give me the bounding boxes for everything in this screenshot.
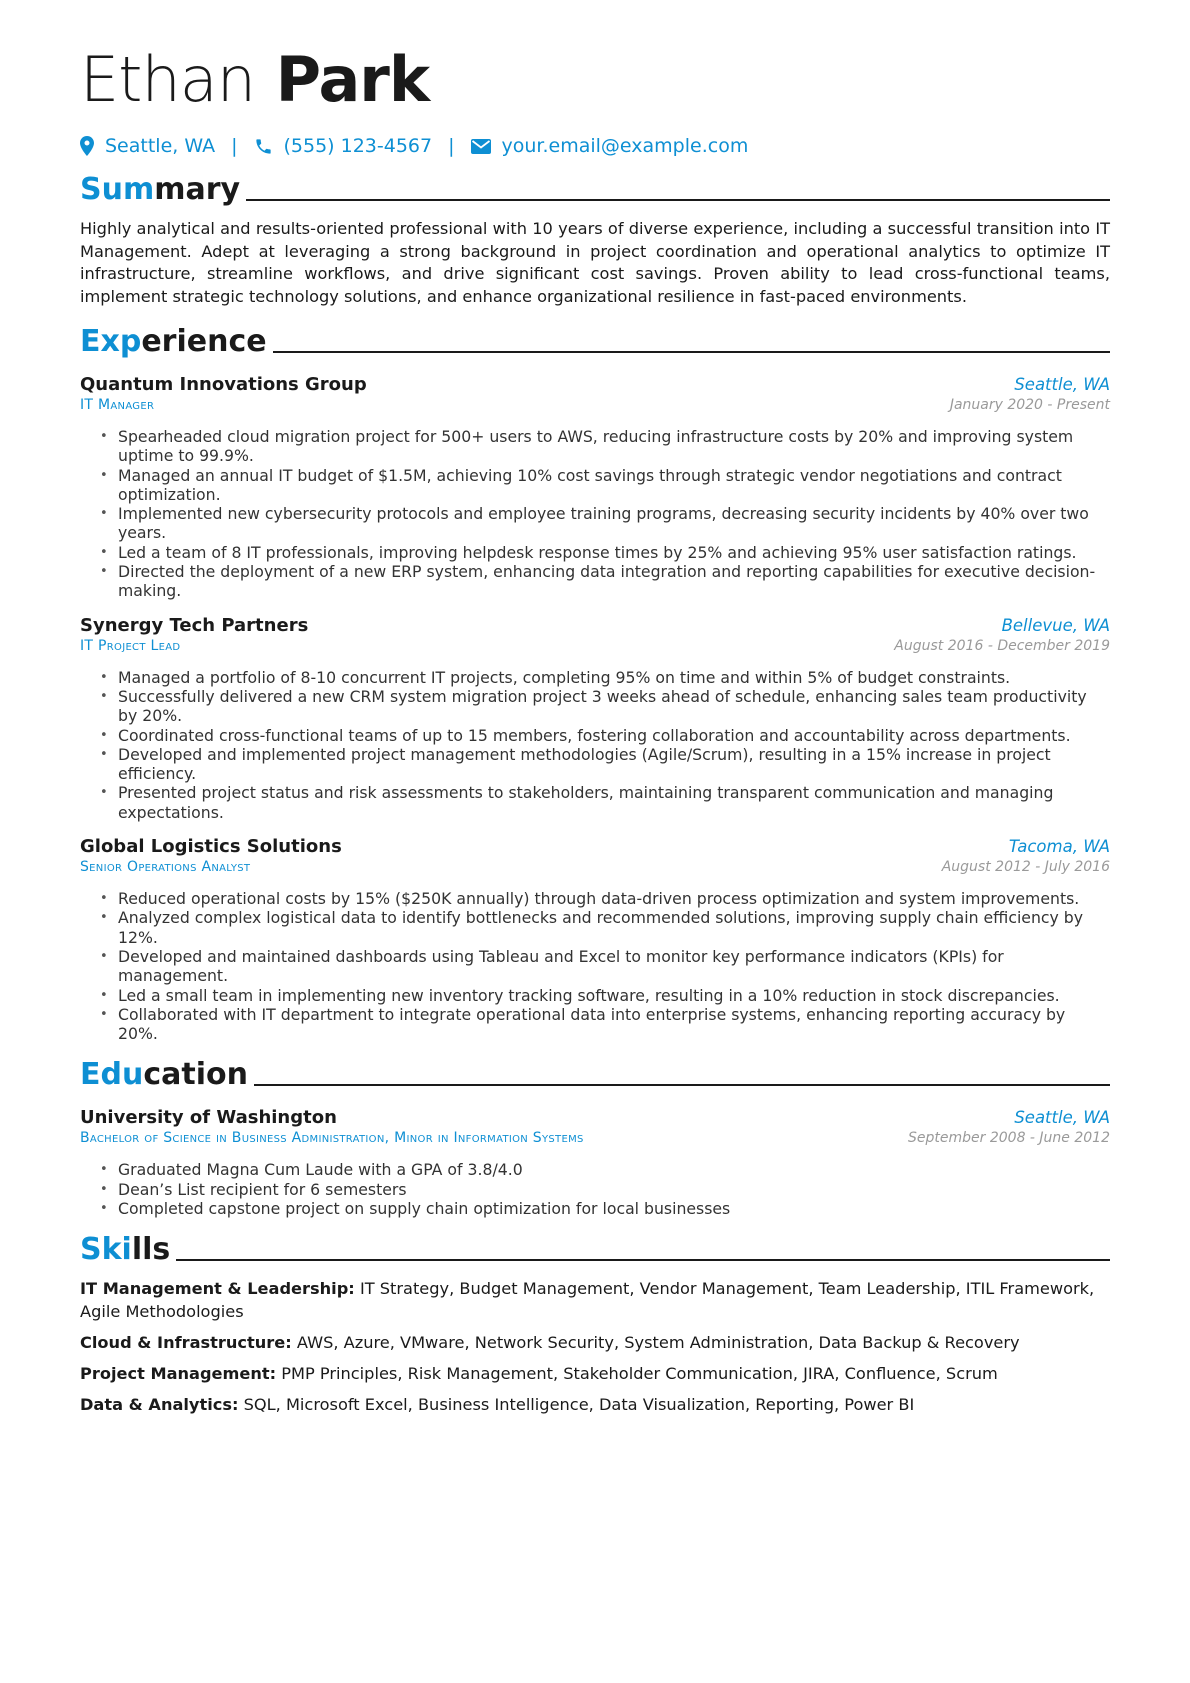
skill-values: PMP Principles, Risk Management, Stakeholder Communication, JIRA, Confluence, Scrum	[281, 1363, 998, 1383]
title-accent: Edu	[80, 1057, 144, 1093]
role-title: IT Manager	[80, 397, 155, 413]
bullet-list	[80, 668, 1110, 822]
date-range: September 2008 - June 2012	[908, 1130, 1110, 1147]
contact-email[interactable]	[471, 135, 749, 157]
contact-phone[interactable]	[254, 135, 433, 157]
bullet-item: • Developed and maintained dashboards using Tableau and Excel to monitor key performance indicators (KPIs) for management.	[100, 947, 1110, 986]
bullet-item: • Dean’s List recipient for 6 semesters	[100, 1180, 1110, 1199]
email-text: your.email@example.com	[501, 135, 749, 157]
organization-name: University of Washington	[80, 1107, 337, 1129]
skill-row	[80, 1394, 1110, 1417]
skill-category: Project Management:	[80, 1363, 277, 1383]
organization-name: Synergy Tech Partners	[80, 614, 309, 636]
bullet-item: • Led a small team in implementing new inventory tracking software, resulting in a 10% reduction in stock discrepancies.	[100, 986, 1110, 1005]
entry-subheader-row	[80, 1128, 1110, 1146]
experience-entry	[80, 374, 1110, 601]
title-rest: lls	[131, 1232, 171, 1268]
entry-subheader-row	[80, 395, 1110, 413]
bullet-item: • Managed an annual IT budget of $1.5M, achieving 10% cost savings through strategic vendor negotiations and contract optimization.	[100, 466, 1110, 505]
section-title	[80, 1232, 176, 1268]
skill-category: Cloud & Infrastructure:	[80, 1332, 292, 1352]
bullet-item: • Implemented new cybersecurity protocols and employee training programs, decreasing security incidents by 40% over two years.	[100, 504, 1110, 543]
education-heading	[80, 1053, 1110, 1093]
bullet-item: • Directed the deployment of a new ERP system, enhancing data integration and reporting capabilities for executive decision-making.	[100, 562, 1110, 601]
bullet-item: • Collaborated with IT department to integrate operational data into enterprise systems, enhancing reporting accuracy by 20%.	[100, 1005, 1110, 1044]
role-title: IT Project Lead	[80, 637, 181, 654]
phone-icon	[254, 137, 273, 156]
education-list	[80, 1107, 1110, 1218]
skill-row	[80, 1332, 1110, 1355]
phone-text: (555) 123-4567	[283, 135, 433, 157]
skills-list	[80, 1278, 1110, 1416]
envelope-icon	[471, 139, 491, 154]
skills-heading	[80, 1228, 1110, 1268]
first-name: Ethan	[80, 43, 256, 116]
map-marker-icon	[80, 136, 94, 156]
bullet-list	[80, 427, 1110, 601]
bullet-item: • Presented project status and risk assessments to stakeholders, maintaining transparent communication and managing expectations.	[100, 783, 1110, 822]
experience-heading	[80, 320, 1110, 360]
title-rest: erience	[141, 324, 267, 359]
title-accent: Exp	[80, 324, 142, 359]
skill-row	[80, 1363, 1110, 1386]
date-range: January 2020 - Present	[949, 397, 1110, 413]
bullet-item: • Graduated Magna Cum Laude with a GPA of 3.8/4.0	[100, 1160, 1110, 1179]
bullet-list	[80, 889, 1110, 1043]
section-rule	[273, 351, 1110, 353]
entry-subheader-row	[80, 636, 1110, 654]
title-rest: cation	[143, 1057, 248, 1093]
contact-separator: |	[231, 135, 238, 157]
section-rule	[176, 1259, 1110, 1261]
bullet-item: • Developed and implemented project management methodologies (Agile/Scrum), resulting in a 15% increase in project efficiency.	[100, 745, 1110, 784]
organization-name: Global Logistics Solutions	[80, 836, 342, 858]
section-rule	[246, 199, 1110, 201]
skill-values: AWS, Azure, VMware, Network Security, System Administration, Data Backup & Recovery	[296, 1332, 1020, 1352]
location-text: Seattle, WA	[105, 135, 216, 157]
date-range: August 2016 - December 2019	[894, 637, 1110, 654]
candidate-name	[80, 40, 1110, 120]
entry-header-row	[80, 374, 1110, 395]
last-name: Park	[275, 43, 430, 116]
experience-list	[80, 374, 1110, 1043]
bullet-item: • Successfully delivered a new CRM system migration project 3 weeks ahead of schedule, enhancing sales team productivity by 20%.	[100, 687, 1110, 726]
education-entry	[80, 1107, 1110, 1218]
bullet-item: • Reduced operational costs by 15% ($250K annually) through data-driven process optimization and system improvements.	[100, 889, 1110, 908]
experience-entry	[80, 836, 1110, 1043]
section-title	[80, 324, 273, 360]
entry-location: Tacoma, WA	[1008, 837, 1110, 857]
entry-header-row	[80, 1107, 1110, 1128]
title-accent: Ski	[80, 1232, 132, 1268]
entry-location: Bellevue, WA	[1001, 615, 1110, 635]
bullet-item: • Led a team of 8 IT professionals, improving helpdesk response times by 25% and achieving 95% user satisfaction ratings.	[100, 543, 1110, 562]
section-title	[80, 1057, 254, 1093]
bullet-list	[80, 1160, 1110, 1218]
skill-values: SQL, Microsoft Excel, Business Intelligence, Data Visualization, Reporting, Power BI	[243, 1394, 915, 1414]
bullet-item: • Completed capstone project on supply chain optimization for local businesses	[100, 1199, 1110, 1218]
title-accent: Sum	[80, 172, 155, 207]
date-range: August 2012 - July 2016	[941, 859, 1110, 876]
contact-separator: |	[448, 135, 455, 157]
entry-location: Seattle, WA	[1014, 1108, 1110, 1128]
organization-name: Quantum Innovations Group	[80, 374, 367, 395]
summary-text: Highly analytical and results-oriented professional with 10 years of diverse experience, including a successful transition into IT Management. Adept at leveraging a strong background in project coordination and operational analytics to optimize IT infrastructure, streamline workflows, and drive significant cost savings. Proven ability to lead cross-functional teams, implement strategic technology solutions, and enhance organizational resilience in fast-paced environments.	[80, 219, 1110, 306]
section-rule	[254, 1084, 1110, 1086]
title-rest: mary	[154, 172, 241, 207]
skill-row	[80, 1278, 1110, 1323]
entry-header-row	[80, 836, 1110, 857]
skill-values: IT Strategy, Budget Management, Vendor Management, Team Leadership, ITIL Framework, Agile Methodologies	[80, 1279, 1095, 1321]
entry-location: Seattle, WA	[1014, 375, 1110, 394]
summary-heading	[80, 168, 1110, 208]
bullet-item: • Spearheaded cloud migration project for 500+ users to AWS, reducing infrastructure costs by 20% and improving system uptime to 99.9%.	[100, 427, 1110, 466]
contact-location	[80, 135, 215, 157]
role-title: Bachelor of Science in Business Administration, Minor in Information Systems	[80, 1130, 584, 1147]
contact-bar	[80, 132, 1110, 160]
skill-category: Data & Analytics:	[80, 1394, 239, 1414]
bullet-item: • Managed a portfolio of 8-10 concurrent IT projects, completing 95% on time and within 5% of budget constraints.	[100, 668, 1110, 687]
bullet-item: • Analyzed complex logistical data to identify bottlenecks and recommended solutions, improving supply chain efficiency by 12%.	[100, 908, 1110, 947]
entry-subheader-row	[80, 857, 1110, 875]
section-title	[80, 172, 246, 208]
entry-header-row	[80, 615, 1110, 636]
experience-entry	[80, 615, 1110, 822]
skill-category: IT Management & Leadership:	[80, 1279, 355, 1299]
bullet-item: • Coordinated cross-functional teams of up to 15 members, fostering collaboration and accountability across departments.	[100, 726, 1110, 745]
role-title: Senior Operations Analyst	[80, 859, 251, 876]
